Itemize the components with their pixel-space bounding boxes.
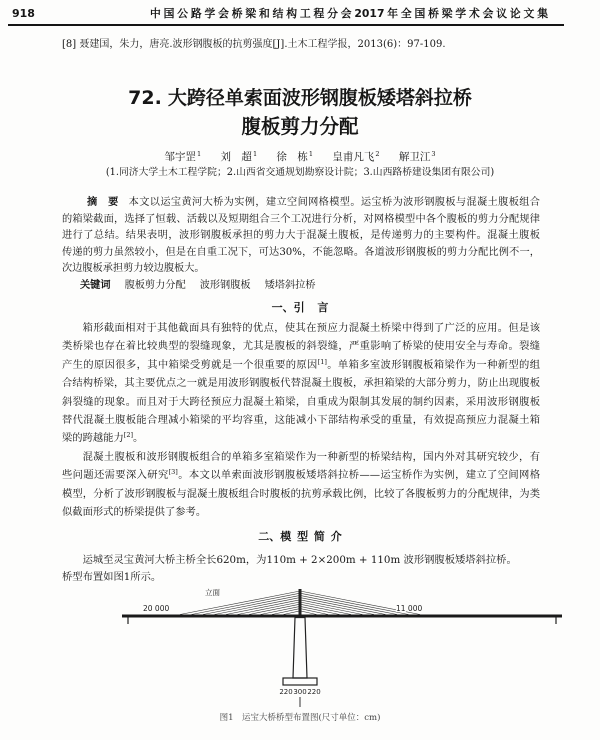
text-line: 替代混凝土腹板能合理减小箱梁的平均容重，这能减小下部结构承受的重量，有效提高预应力混凝土箱 xyxy=(62,413,540,426)
text-line: 箱形截面相对于其他截面具有独特的优点，使其在预应力混凝土桥梁中得到了广泛的应用。但是该 xyxy=(82,322,540,334)
abstract-line xyxy=(62,195,540,212)
text-line xyxy=(62,466,540,484)
stay-cable xyxy=(226,600,300,615)
keyword: 腹板剪力分配 xyxy=(124,279,186,291)
stay-cable xyxy=(249,604,300,614)
author xyxy=(220,149,257,166)
author xyxy=(332,149,379,166)
previous-paper-reference: [8] 聂建国，朱力，唐亮.波形钢腹板的抗剪强度[J].土木工程学报，2013(6)：97-109. xyxy=(62,39,446,50)
section-heading-model: 二、模 型 简 介 xyxy=(258,530,342,543)
author xyxy=(276,149,313,166)
base-dimension: 220 xyxy=(307,688,321,696)
bridge-elevation-drawing xyxy=(0,586,600,710)
abstract-line: 进行了总结。结果表明，波形钢腹板承担的剪力大于混凝土腹板，是传递剪力的主要构件。混凝土腹板 xyxy=(62,230,540,241)
text-line: 模型，分析了波形钢腹板与混凝土腹板组合时腹板的抗剪承载比例，比较了各腹板剪力的分配规律，为类 xyxy=(62,487,540,500)
stay-cable xyxy=(300,598,386,615)
author-list xyxy=(0,149,600,165)
text-run: 些问题还需要深入研究 xyxy=(62,469,169,482)
figure-caption: 图1 运宝大桥桥型布置图(尺寸单位：cm) xyxy=(219,713,381,723)
abstract-line: 传递的剪力虽然较小，但是在自重工况下，可达30%，不能忽略。各道波形钢腹板的剪力分配比例不一， xyxy=(62,246,540,258)
abstract-line: 的箱梁截面，选择了恒载、活载以及短期组合三个工况进行分析，对网格模型中各个腹板的剪力分配规律 xyxy=(62,213,540,225)
stay-cable xyxy=(215,598,301,615)
text-line: 似截面形式的桥梁提供了参考。 xyxy=(62,505,207,518)
author-name: 刘 超 xyxy=(220,151,252,163)
citation-marker: [3] xyxy=(168,468,178,477)
author-name: 解卫江 xyxy=(398,151,431,163)
base-dimension: 300 xyxy=(293,688,307,696)
text-line xyxy=(62,356,540,374)
pile-cap xyxy=(283,678,317,685)
affiliation-marker: 1 xyxy=(196,150,202,158)
abstract-text: 本文以运宝黄河大桥为实例，建立空间网格模型。运宝桥为波形钢腹板与混凝土腹板组合 xyxy=(128,197,540,208)
stay-cable xyxy=(300,606,340,614)
abstract-line: 次边腹板承担剪力较边腹板大。 xyxy=(62,263,205,274)
text-run: 。本文以单索面波形钢腹板矮塔斜拉桥——运宝桥作为实例，建立了空间网格 xyxy=(177,469,540,482)
keywords xyxy=(62,278,540,295)
model-body xyxy=(62,552,540,587)
affiliation-marker: 2 xyxy=(375,150,380,158)
stay-cable xyxy=(180,591,300,615)
paper-number: 72. xyxy=(128,87,162,109)
text-line: 合结构桥梁，其主要优点之一就是用波形钢腹板代替混凝土腹板，承担箱梁的大部分剪力，防止出现腹板 xyxy=(62,377,540,390)
author-name: 徐 栋 xyxy=(276,151,308,163)
text-line: 桥型布置如图1所示。 xyxy=(62,571,162,583)
section-heading-introduction: 一、引 言 xyxy=(271,301,329,314)
author xyxy=(399,149,436,166)
citation-marker: [1] xyxy=(317,357,327,366)
text-line: 斜裂缝的现象。而且对于大跨径预应力混凝土箱梁，自重成为限制其发展的制约因素，采用波形钢腹板 xyxy=(62,395,540,408)
affiliation-marker: 1 xyxy=(308,150,314,158)
stay-cable xyxy=(300,593,409,614)
running-header: 中国公路学会桥梁和结构工程分会2017年全国桥梁学术会议论文集 xyxy=(150,7,548,20)
keyword: 波形钢腹板 xyxy=(199,279,251,291)
introduction-body xyxy=(62,319,540,521)
span-dimension-right: 11 000 xyxy=(396,604,423,613)
keywords-label: 关键词 xyxy=(80,279,111,291)
abstract xyxy=(62,195,540,294)
paper-title-text: 大跨径单索面波形钢腹板矮塔斜拉桥 xyxy=(167,87,472,109)
text-run: 梁的跨越能力 xyxy=(62,432,124,445)
stay-cable xyxy=(300,604,351,614)
affiliation-marker: 1 xyxy=(252,150,258,158)
text-line: 混凝土腹板和波形钢腹板组合的单箱多室箱梁作为一种新型的桥梁结构，国内外对其研究较少，有 xyxy=(82,450,540,463)
stay-cable xyxy=(261,606,301,614)
text-run: 。单箱多室波形钢腹板箱梁作为一种新型的组 xyxy=(326,358,540,371)
page-number: 918 xyxy=(12,7,35,20)
abstract-label: 摘 要 xyxy=(87,197,119,208)
author-name: 皇甫凡飞 xyxy=(332,151,375,163)
text-run: 。 xyxy=(133,432,144,445)
text-run: 产生的原因很多，其中箱梁受剪就是一个很重要的原因 xyxy=(62,358,318,371)
pylon xyxy=(299,589,302,615)
paper-title-line-2: 腹板剪力分配 xyxy=(241,115,359,138)
affiliation-marker: 3 xyxy=(431,150,436,158)
keyword: 矮塔斜拉桥 xyxy=(264,279,316,291)
span-dimension-left: 20 000 xyxy=(143,604,170,613)
base-dimension: 220 xyxy=(279,688,293,696)
deck-girder xyxy=(122,615,562,618)
header-rule xyxy=(8,24,564,26)
affiliations: (1.同济大学土木工程学院；2.山西省交通规划勘察设计院；3.山西路桥建设集团有限公司) xyxy=(105,167,495,178)
text-line: 类桥梁也存在着比较典型的裂缝现象，尤其是腹板的斜裂缝，严重影响了桥梁的使用安全与寿命。裂缝 xyxy=(62,340,540,353)
stay-cable xyxy=(300,600,374,615)
paper-title-line-1 xyxy=(0,86,600,110)
author-name: 邹宇罡 xyxy=(164,151,196,163)
citation-marker: [2] xyxy=(123,431,133,440)
view-label: 立面 xyxy=(205,588,220,597)
author xyxy=(164,149,201,166)
main-pier xyxy=(293,618,307,679)
text-line: 运城至灵宝黄河大桥主桥全长620m，为110m + 2×200m + 110m 波形钢腹板矮塔斜拉桥。 xyxy=(82,553,517,566)
text-line xyxy=(62,429,540,447)
